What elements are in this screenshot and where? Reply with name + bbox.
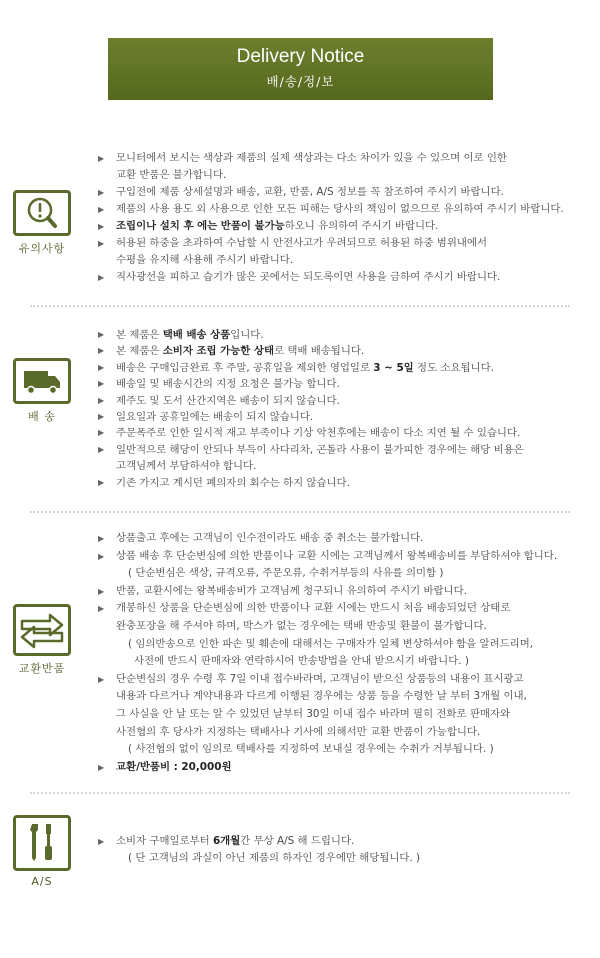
magnifier-alert-icon [13,190,71,236]
note-line: ( 단순변심은 색상, 규격오류, 주문오류, 수취거부등의 사유를 의미함 ) [128,567,444,580]
list-item: ▶ 소비자 구매일로부터 6개월간 무상 A/S 해 드립니다. [98,833,420,850]
note-line: ( 사전협의 없이 임의로 택배사를 지정하여 보내실 경우에는 수취가 거부됩니다. ) [128,743,494,756]
list-item-continued: 내용과 다르거나 계약내용과 다르게 이행된 경우에는 상품 등을 수령한 날 부터 3개월 이내, [116,690,527,703]
list-item: ▶ 배송은 구매입금완료 후 주말, 공휴일을 제외한 영업일로 3 ~ 5일 정도 소요됩니다. [98,360,524,376]
list-item: ▶ 허용된 하중을 초과하여 수납할 시 안전사고가 우려되므로 허용된 하중 범위내에서 [98,235,564,252]
delivery-notice-header [108,38,493,100]
list-item: ▶ 배송일 및 배송시간의 지정 요청은 불가능 합니다. [98,376,524,392]
list-item: ▶ 제품의 사용 용도 외 사용으로 인한 모든 피해는 당사의 책임이 없으므로 유의하여 주시기 바랍니다. [98,201,564,218]
divider [30,792,570,794]
truck-icon [13,358,71,404]
exchange-label: 교환반품 [18,662,66,675]
delivery-label: 배 송 [28,410,56,423]
exchange-fee: ▶ 교환/반품비 : 20,000원 [98,759,557,777]
as-label: A/S [31,875,53,888]
list-item-continued: 완충포장을 해 주셔야 하며, 박스가 없는 경우에는 택배 반송및 환불이 불가합니다. [116,619,487,632]
list-item-continued: 교환 반품은 불가합니다. [116,169,227,181]
tools-icon [13,815,71,871]
caution-label: 유의사항 [18,242,66,255]
list-item-bold: ▶ 조립이나 설치 후 에는 반품이 불가능하오니 유의하여 주시기 바랍니다. [98,218,564,235]
list-item: ▶ 제주도 및 도서 산간지역은 배송이 되지 않습니다. [98,393,524,409]
list-item: ▶ 상품 배송 후 단순변심에 의한 반품이나 교환 시에는 고객님께서 왕복배송비를 부담하셔야 합니다. [98,548,557,566]
list-item: ▶ 개봉하신 상품을 단순변심에 의한 반품이나 교환 시에는 반드시 처음 배송되었던 상태로 [98,600,557,618]
list-item: ▶ 반품, 교환시에는 왕복배송비가 고객님께 청구되니 유의하여 주시기 바랍니다. [98,583,557,601]
list-item-continued: 수평을 유지해 사용해 주시기 바랍니다. [116,254,294,266]
list-item: ▶ 상품출고 후에는 고객님이 인수전이라도 배송 중 취소는 불가합니다. [98,530,557,548]
delivery-icon-box [13,358,71,424]
header-subtitle: 배/송/정/보 [266,74,335,89]
exchange-arrows-icon [13,604,71,656]
divider [30,305,570,307]
bold-phrase: 조립이나 설치 후 에는 반품이 불가능 [116,220,285,232]
exchange-icon-box [13,604,71,676]
note-line: ( 단 고객님의 과실이 아닌 제품의 하자인 경우에만 해당됩니다. ) [128,852,421,864]
list-item: ▶ 본 제품은 택배 배송 상품입니다. [98,327,524,343]
list-item: ▶ 기존 가지고 계시던 폐의자의 회수는 하지 않습니다. [98,475,524,491]
note-line: 사전에 반드시 판매자와 연락하시어 반송방법을 안내 받으시기 바랍니다. ) [134,655,469,668]
list-item: ▶ 구입전에 제품 상세설명과 배송, 교환, 반품, A/S 정보를 꼭 참조하여 주시기 바랍니다. [98,184,564,201]
caution-list [98,150,564,286]
header-title: Delivery Notice [236,46,365,67]
delivery-list [98,327,524,491]
divider [30,511,570,513]
list-item-continued: 그 사실을 안 날 또는 알 수 있었던 날부터 30일 이내 접수 바라며 필히 전화로 판매자와 [116,707,510,720]
list-item: ▶ 직사광선을 피하고 습기가 많은 곳에서는 되도록이면 사용을 금하여 주시기 바랍니다. [98,269,564,286]
exchange-list [98,530,557,776]
list-item: ▶ 단순변심의 경우 수령 후 7일 이내 접수바라며, 고객님이 받으신 상품등의 내용이 표시광고 [98,671,557,689]
list-item: ▶ 일요일과 공휴일에는 배송이 되지 않습니다. [98,409,524,425]
note-line: ( 임의반송으로 인한 파손 및 훼손에 대해서는 구매자가 일체 변상하셔야 함을 알려드리며, [128,637,534,650]
list-item-continued: 고객님께서 부담하셔야 합니다. [116,460,257,473]
as-icon-box [13,815,71,888]
list-item-continued: 사전협의 후 당사가 지정하는 택배사나 기사에 의해서만 교환 반품이 가능합니다. [116,725,481,738]
as-list [98,833,420,867]
list-item: ▶ 본 제품은 소비자 조립 가능한 상태로 택배 배송됩니다. [98,343,524,359]
list-item: ▶ 주문폭주로 인한 일시적 재고 부족이나 기상 악천후에는 배송이 다소 지연 될 수 있습니다. [98,425,524,441]
list-item: ▶ 모니터에서 보시는 색상과 제품의 실제 색상과는 다소 차이가 있을 수 있으며 이로 인한 [98,150,564,167]
list-item: ▶ 일반적으로 해당이 안되나 부득이 사다리차, 곤돌라 사용이 불가피한 경우에는 해당 비용은 [98,442,524,458]
caution-icon-box [13,190,71,256]
